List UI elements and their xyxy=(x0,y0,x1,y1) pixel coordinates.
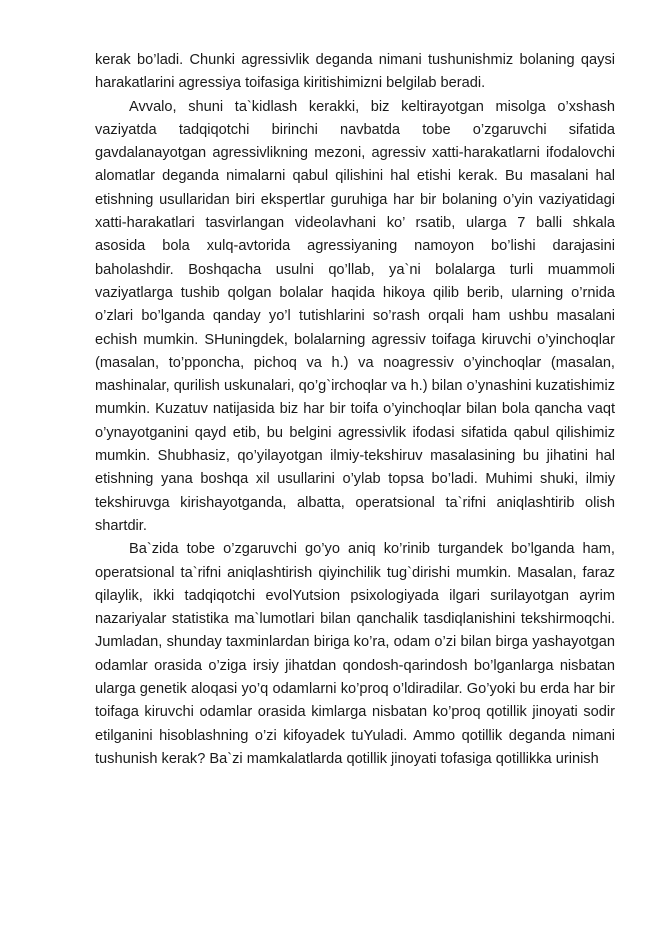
paragraph-3: Ba`zida tobe o’zgaruvchi go’yo aniq ko’rinib turgandek bo’lganda ham, operatsional ta`rifni aniqlashtirish qiyinchilik tug`dirishi mumkin. Masalan, faraz qilaylik, ikki tadqiqotchi evolYutsion psixologiyada ilgari surilayotgan ayrim nazariyalar statistika ma`lumotlari bilan qanchalik tasdiqlanishini tekshirmoqchi. Jumladan, shunday taxminlardan biriga ko’ra, odam o’zi bilan birga yashayotgan odamlar orasida o’ziga irsiy jihatdan qondosh-qarindosh bo’lganlarga nisbatan ularga genetik aloqasi yo’q odamlarni ko’proq o’ldiradilar. Go’yoki bu erda har bir toifaga kiruvchi odamlar orasida kimlarga nisbatan ko’proq qotillik jinoyati sodir etilganini hisoblashning o’zi kifoyadek tuYuladi. Ammo qotillik deganda nimani tushunish kerak? Ba`zi mamkalatlarda qotillik jinoyati tofasiga qotillikka urinish xyxy=(95,541,615,767)
paragraph-2: Avvalo, shuni ta`kidlash kerakki, biz keltirayotgan misolga o’xshash vaziyatda tadqiqotchi birinchi navbatda tobe o’zgaruvchi sifatida gavdalanayotgan agressivlikning mezoni, agressiv xatti-harakatlarni ifodalovchi alomatlar deganda nimalarni qabul qilishini hal etishi kerak. Bu masalani hal etishning usullaridan biri ekspertlar guruhiga har bir bolaning o’yin vaziyatidagi xatti-harakatlari tasvirlangan videolavhani ko’ rsatib, ularga 7 balli shkala asosida bola xulq-avtorida agressiyaning namoyon bo’lishi darajasini baholashdir. Boshqacha usulni qo’llab, ya`ni bolalarga turli muammoli vaziyatlarga tushib qolgan bolalar haqida hikoya qilib berib, ularning o’rnida o’zlari bo’lganda qanday yo’l tutishlarini so’rash orqali ham ushbu masalani echish mumkin. SHuningdek, bolalarning agressiv toifaga kiruvchi o’yinchoqlar (masalan, to’pponcha, pichoq va h.) va noagressiv o’yinchoqlar (masalan, mashinalar, qurilish uskunalari, qo’g`irchoqlar va h.) bilan o’ynashini kuzatishimiz mumkin. Kuzatuv natijasida biz har bir toifa o’yinchoqlar bilan bola qancha vaqt o’ynayotganini qayd etib, bu belgini agressivlik ifodasi sifatida qabul qilishimiz mumkin. Shubhasiz, qo’yilayotgan ilmiy-tekshiruv masalasining bu jihatini hal etishning yana boshqa xil usullarini o’ylab topsa bo’ladi. Muhimi shuki, ilmiy tekshiruvga kirishayotganda, albatta, operatsional ta`rifni aniqlashtirib olish shartdir. xyxy=(95,98,615,534)
document-page xyxy=(95,49,615,771)
paragraph-1: kerak bo’ladi. Chunki agressivlik deganda nimani tushunishmiz bolaning qaysi harakatlarini agressiya toifasiga kiritishimizni belgilab beradi. xyxy=(95,52,615,92)
